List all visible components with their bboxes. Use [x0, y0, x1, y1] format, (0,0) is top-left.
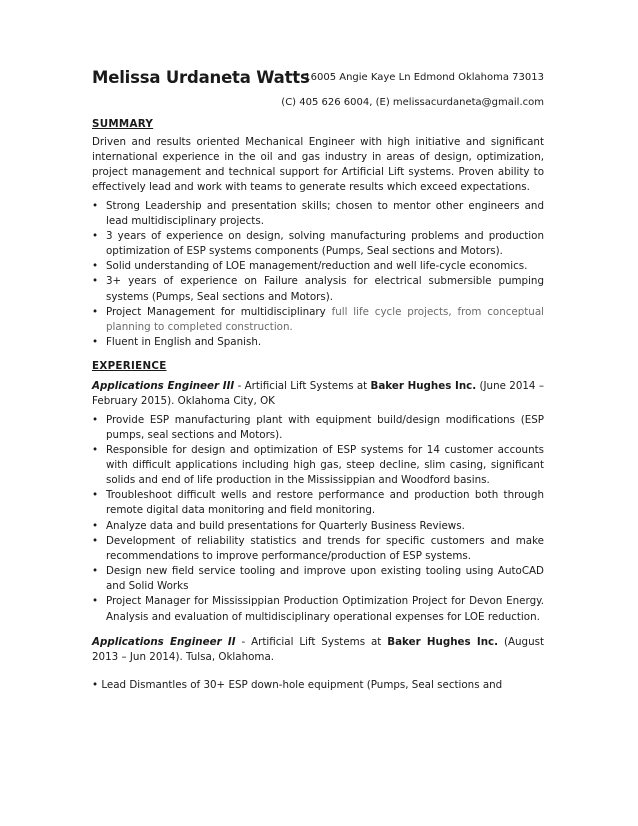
job-2-bullet: • Lead Dismantles of 30+ ESP down-hole equipment (Pumps, Seal sections and	[92, 679, 503, 691]
job-1-dates-location: (June 2014 – February 2015). Oklahoma City, OK	[92, 380, 544, 408]
job-1-bullet: • Development of reliability statistics and trends for specific customers and make recommendations to improve performance/production of ESP systems.	[92, 534, 544, 564]
job-1-heading	[92, 379, 544, 409]
summary-bullet	[92, 305, 544, 335]
job-1-bullet-list	[92, 413, 544, 625]
candidate-name: Melissa Urdaneta Watts	[92, 68, 310, 87]
job-1-bullet: • Troubleshoot difficult wells and restore performance and production both through remote digital data monitoring and field monitoring.	[92, 488, 544, 518]
resume-page	[92, 68, 544, 693]
summary-bullet: • Strong Leadership and presentation skills; chosen to mentor other engineers and lead multidisciplinary projects.	[92, 199, 544, 229]
job-2-dates-location: (August 2013 – Jun 2014). Tulsa, Oklahoma.	[92, 635, 545, 663]
job-1-company: Baker Hughes Inc.	[370, 380, 477, 393]
resume-header	[92, 68, 544, 112]
job-1-bullet: • Responsible for design and optimization of ESP systems for 14 customer accounts with difficult applications including high gas, steep decline, slim casing, significant solids and end of life production in the Mississippian and Woodford basins.	[92, 443, 544, 488]
summary-bullet: • 3+ years of experience on Failure analysis for electrical submersible pumping systems (Pumps, Seal sections and Motors).	[92, 274, 544, 304]
experience-heading: EXPERIENCE	[92, 360, 167, 373]
summary-bullet-text-gray: full life cycle projects, from conceptual planning to completed construction.	[106, 305, 544, 333]
job-2-company: Baker Hughes Inc.	[387, 635, 499, 648]
job-1-bullet: • Analyze data and build presentations for Quarterly Business Reviews.	[92, 519, 544, 534]
job-2-heading	[92, 635, 544, 665]
address-line: 16005 Angie Kaye Ln Edmond Oklahoma 73013	[304, 72, 544, 83]
job-2-separator: - Artificial Lift Systems at	[235, 635, 388, 648]
job-2-title: Applications Engineer II	[92, 635, 236, 648]
summary-paragraph: Driven and results oriented Mechanical Engineer with high initiative and significant international experience in the oil and gas industry in areas of design, optimization, project management and technical support for Artificial Lift systems. Proven ability to effectively lead and work with teams to generate results which exceed expectations.	[92, 136, 544, 194]
summary-bullet-text: Project Management for multidisciplinary	[106, 305, 326, 318]
job-1-title: Applications Engineer III	[92, 380, 235, 393]
contact-line: (C) 405 626 6004, (E) melissacurdaneta@gmail.com	[281, 97, 544, 108]
summary-heading: SUMMARY	[92, 118, 154, 130]
summary-bullet-list	[92, 199, 544, 351]
summary-bullet: • Solid understanding of LOE management/reduction and well life-cycle economics.	[92, 259, 544, 274]
job-1-bullet: • Project Manager for Mississippian Production Optimization Project for Devon Energy. Analysis and evaluation of multidisciplinary operational expenses for LOE reduction.	[92, 594, 544, 624]
summary-bullet: • 3 years of experience on design, solving manufacturing problems and production optimization of ESP systems components (Pumps, Seal sections and Motors).	[92, 229, 544, 259]
job-1-bullet: • Provide ESP manufacturing plant with equipment build/design modifications (ESP pumps, seal sections and Motors).	[92, 413, 544, 443]
job-1-bullet: • Design new field service tooling and improve upon existing tooling using AutoCAD and Solid Works	[92, 564, 544, 594]
summary-bullet: • Fluent in English and Spanish.	[92, 335, 544, 350]
job-1-separator: - Artificial Lift Systems at	[234, 380, 371, 393]
